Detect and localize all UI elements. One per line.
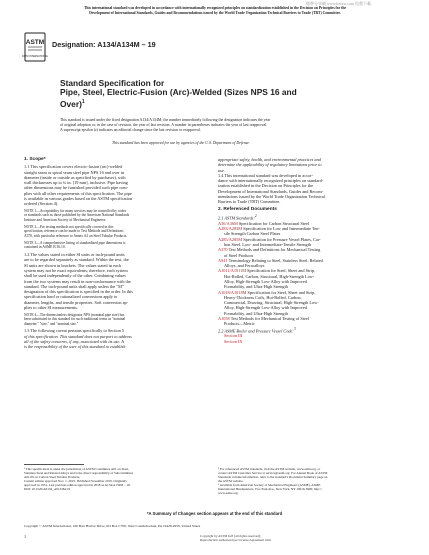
text-line: NOTE 4—The dimensionless designator NPS (nominal pipe size) has <box>24 312 125 317</box>
download-line: Copyright by ASTM Int'l (all rights reserved); <box>200 534 261 538</box>
footnote-line: the ASTM website. <box>218 478 244 483</box>
text-line: dance with internationally recognized principles on standard- <box>218 178 324 184</box>
text-line: other dimensions may be furnished provided such pipe com- <box>24 185 129 191</box>
footnote-line: www.asme.org. <box>218 491 239 496</box>
standard-note-line: This standard is issued under the fixed designation A134/A134M; the number immediately following the designation indicates the year <box>60 118 271 122</box>
astm-ref-title: Commercial, Drawing, Structural, High-Strength Low- <box>224 300 319 306</box>
text-line: of this specification. This standard does not purport to address <box>24 333 132 339</box>
right-column <box>218 157 408 344</box>
footnote-line: ¹ This specification is under the jurisdiction of ASTM Committee A01 on Steel, <box>24 467 129 471</box>
footnote-line: ³ Available from American Society of Mechanical Engineers (ASME), ASME <box>218 482 321 487</box>
text-line: been substituted in this standard for such traditional terms as "nominal <box>24 317 126 322</box>
watermark-stamp: 標準分享網 www.bzfxw.com 免費下載 <box>305 1 371 6</box>
astm-ref-title: Specification for Carbon Structural Steel <box>238 220 310 226</box>
document-title <box>60 79 360 109</box>
asme-ref-link[interactable]: Section IX <box>224 338 243 344</box>
copyright-line: Copyright © ASTM International, 100 Barr Harbor Drive, PO Box C700, West Conshohocken, PA 19428-2959. United States <box>24 524 201 528</box>
standard-note-line: of original adoption or, in the case of revision, the year of last revision. A number in parentheses indicates the year of last reapproval. <box>60 122 268 127</box>
top-notice-line: This international standard was developed in accordance with internationally recognized principles on standardization established in the Decision on Principles for the <box>83 6 347 10</box>
text-line: from the two systems may result in non-conformance with the <box>24 278 131 284</box>
astm-ref-code-link[interactable]: A1058 <box>218 315 230 321</box>
text-line: is the responsibility of the user of this standard to establish <box>24 344 126 350</box>
note-1 <box>24 209 211 223</box>
text-line: all of the safety concerns, if any, associated with its use. It <box>24 339 125 345</box>
download-notice <box>200 534 271 542</box>
asme-ref-link[interactable]: Section III <box>224 333 243 339</box>
top-notice-line: Development of International Standards, Guides and Recommendations issued by the World Trade Organization Technical Barriers to Trade (TBT) Committee. <box>89 10 341 15</box>
astm-ref-title: Specification for Steel, Sheet and Strip, <box>247 289 316 295</box>
text-line: diameter (inside or outside as specified by purchaser), with <box>24 174 126 180</box>
text-line: diameter, lengths, and tensile properties. Soft conversion ap- <box>24 299 129 305</box>
footnote-line: International Headquarters, Two Park Ave., New York, NY 10016-5990, http:// <box>218 487 322 492</box>
text-line: plies with all other requirements of this specification. The pipe <box>24 190 132 196</box>
text-line: appropriate safety, health, and environmental practices and <box>218 157 321 162</box>
astm-ref-title: Alloys, and Ferroalloys <box>224 263 265 269</box>
top-notice <box>24 6 406 15</box>
astm-ref-title: Test Methods for Mechanical Testing of Steel <box>230 315 310 321</box>
text-line: NOTE 2—For testing methods not specifically covered in this <box>24 224 114 229</box>
footnote-line: contact ASTM Customer Service at service@astm.org. For Annual Book of ASTM <box>218 470 328 475</box>
text-line: plies to other SI measurements. <box>24 304 79 310</box>
text-line: straight seam or spiral seam steel pipe NPS 16 and over in <box>24 169 125 175</box>
subsection-astm-standards: 2.1 ASTM Standards: <box>218 215 255 221</box>
text-line: NOTE 3—A comprehensive listing of standardized pipe dimensions is <box>24 240 126 245</box>
left-column <box>24 157 211 350</box>
logo-text: ASTM INTERNATIONAL <box>21 55 49 58</box>
text-line: mendations issued by the World Trade Organization Technical <box>218 193 325 199</box>
note-2 <box>24 225 211 239</box>
text-line: shall be used independently of the other. Combining values <box>24 273 126 279</box>
text-line: 1.2 The values stated in either SI units or inch-pound units <box>24 252 125 258</box>
note-4 <box>24 313 211 327</box>
text-line: specification hard or rationalized conversions apply to <box>24 294 118 300</box>
footnote-line: Current edition approved Nov. 1, 2019. Published November 2019. Originally <box>24 479 127 484</box>
text-line: or standards such as those published by the American National Standards <box>24 213 130 218</box>
astm-ref-title: Alloy, High-Strength Low-Alloy with Improved <box>224 279 307 284</box>
astm-ref-title: Specification for Steel, Sheet and Strip, <box>247 268 316 274</box>
astm-ref-title: Alloy, High-Strength Low-Alloy with Improved <box>224 305 307 311</box>
footnote-mark: 3 <box>293 326 296 331</box>
title-line: Over) <box>60 98 82 109</box>
astm-reference-list <box>218 221 408 327</box>
text-line: are to be regarded separately as standard. Within the text, the <box>24 257 129 263</box>
text-line: Institute and American Society of Mechanical Engineers. <box>24 217 107 222</box>
text-line: contained in ASME B 36.10. <box>24 245 66 250</box>
text-line: Barriers to Trade (TBT) Committee. <box>218 199 281 205</box>
astm-ref-title: Formability, and Ultra-High Strength <box>224 310 288 316</box>
astm-ref-code-link[interactable]: A1018/A1018M <box>218 289 247 295</box>
standard-note-line: A superscript epsilon (ε) indicates an editorial change since the last revision or reapproval. <box>60 127 201 132</box>
text-line: use. <box>218 167 225 173</box>
footnote-divider <box>24 464 84 465</box>
footnote-line: DOI: 10.1520/A0134_A0134M-19 <box>24 487 71 492</box>
text-line: designation of this specification is specified in the order. In this <box>24 289 133 295</box>
title-line: Standard Specification for <box>60 78 165 88</box>
astm-ref-code-link[interactable]: A941 <box>218 257 228 263</box>
text-line: ization established in the Decision on Principles for the <box>218 183 313 189</box>
text-line: SI units are shown in brackets. The values stated in each <box>24 262 121 268</box>
astm-ref-code-link[interactable]: A1011/A1011M <box>218 268 247 274</box>
subsection-asme-code: 2.2 ASME Boiler and Pressure Vessel Code: <box>218 327 294 333</box>
astm-logo-icon <box>21 32 49 62</box>
astm-ref-title: Products—Metric <box>224 321 255 327</box>
astm-ref-title: Hot-Rolled, Carbon, Structural, High-Strength Low- <box>224 273 315 279</box>
text-line: standard. The inch-pound units shall apply unless the "M" <box>24 283 124 289</box>
svg-text:ASTM: ASTM <box>25 39 45 46</box>
footnote-line: Stainless Steel and Related Alloys and is the direct responsibility of Subcommittee <box>24 471 134 476</box>
designation: Designation: A134/A134M – 19 <box>52 40 156 49</box>
paragraph-1-2 <box>24 252 211 310</box>
paragraph-1-3 <box>24 328 211 349</box>
text-line: is available in various grades based on the ASTM specification <box>24 195 133 201</box>
text-line: diameter," "size," and "nominal size." <box>24 321 79 326</box>
section-heading-referenced-documents: 2. Referenced Documents <box>218 206 277 212</box>
text-line: 1.1 This specification covers electric-fusion (arc)-welded <box>24 164 123 170</box>
footnotes-left <box>24 464 212 492</box>
text-line: wall thicknesses up to ¾ in. [19 mm], inclusive. Pipe having <box>24 180 128 186</box>
astm-ref-title: Formability, and Ultra-High Strength <box>224 284 288 290</box>
text-line: determine the applicability of regulatory limitations prior to <box>218 162 322 168</box>
summary-of-changes-notice: *A Summary of Changes section appears at the end of this standard <box>146 511 283 516</box>
astm-ref-title: Specification for Low and Intermediate Ten- <box>243 226 320 232</box>
text-line: system may not be exact equivalents; therefore, each system <box>24 267 128 273</box>
astm-ref-title: Test Methods and Definitions for Mechanical Testing <box>228 247 321 253</box>
note-3 <box>24 241 211 250</box>
footnote-mark: 2 <box>254 214 257 219</box>
download-line: Reproduction authorized per License Agreement with <box>200 538 271 543</box>
text-line: Development of International Standards, Guides and Recom- <box>218 188 324 194</box>
paragraph-1-3-continued <box>218 157 408 173</box>
text-line: 1.3 The following caveat pertains specifically to Section 5 <box>24 328 125 334</box>
standard-note <box>60 118 390 132</box>
paragraph-1-4 <box>218 173 408 205</box>
astm-ref-title: Specification for Pressure Vessel Plates, Car- <box>243 236 321 242</box>
footnote-line: approved in 1931. Last previous edition approved in 2018 as A134/A134M – 18. <box>24 483 131 488</box>
text-line: A370, with particular reference to Annex A2 on Steel Tubular Products. <box>24 233 128 238</box>
text-line: 1.4 This international standard was developed in accor- <box>218 172 314 178</box>
footnotes-right <box>218 464 408 495</box>
title-line: Pipe, Steel, Electric-Fusion (Arc)-Welded (Sizes NPS 16 and <box>60 87 297 98</box>
section-heading-scope: 1. Scope* <box>24 157 46 162</box>
footnote-line: Standards volume information, refer to the standard's Document Summary page on <box>218 474 328 479</box>
astm-ref-title: Terminology Relating to Steel, Stainless Steel, Related <box>228 257 323 263</box>
text-line: specification, reference can be made to Test Methods and Definitions <box>24 229 124 234</box>
astm-ref-title: of Steel Products <box>224 252 254 258</box>
astm-ref-code-link[interactable]: A283/A283M <box>218 226 243 232</box>
page-number: 1 <box>24 534 27 539</box>
astm-ref-code-link[interactable]: A285/A285M <box>218 236 243 242</box>
astm-ref-title: bon Steel, Low- and Intermediate-Tensile Strength <box>224 242 312 248</box>
astm-ref-code-link[interactable]: A370 <box>218 247 228 253</box>
text-line: NOTE 1—Acceptability for many services may be controlled by codes <box>24 208 127 213</box>
footnote-line: A01.09 on Carbon Steel Tubular Products. <box>24 475 81 480</box>
astm-ref-title: Heavy-Thickness Coils, Hot-Rolled, Carbon, <box>224 294 302 300</box>
approval-note: This standard has been approved for use by agencies of the U.S. Department of Defense. <box>112 141 250 145</box>
astm-ref-title: sile Strength Carbon Steel Plates <box>224 231 281 237</box>
paragraph-1-1 <box>24 164 211 206</box>
title-footnote-mark: 1 <box>81 98 85 105</box>
footnote-line: ² For referenced ASTM standards, visit the ASTM website, www.astm.org, or <box>218 466 321 471</box>
astm-ref-code-link[interactable]: A36/A36M <box>218 220 238 226</box>
text-line: ordered (Section 4). <box>24 201 59 207</box>
